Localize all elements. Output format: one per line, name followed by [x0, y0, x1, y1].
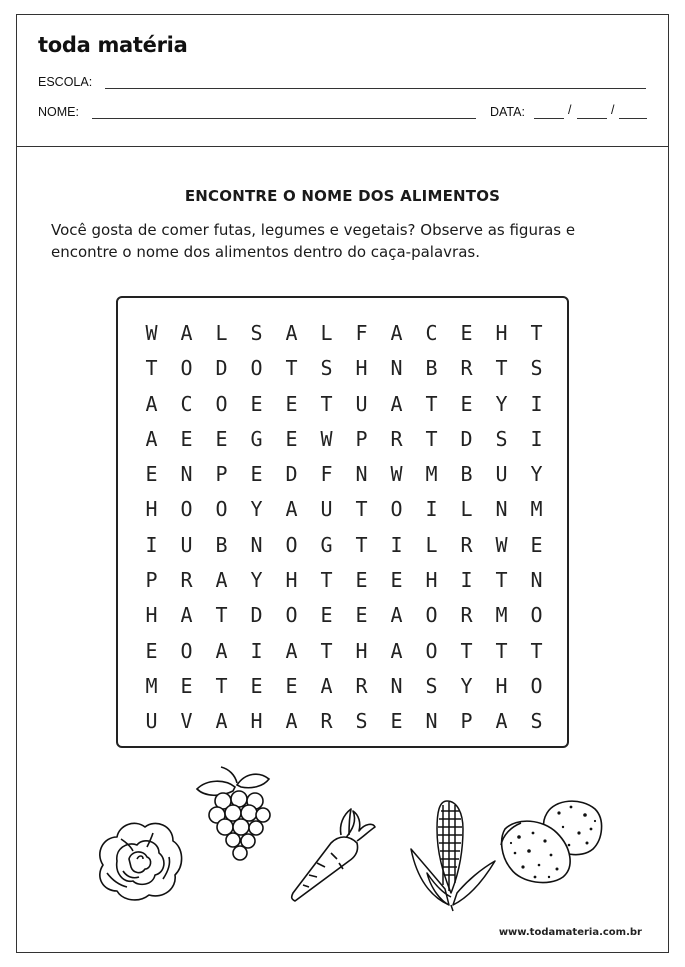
- word-search-cell[interactable]: Y: [495, 391, 508, 416]
- word-search-cell[interactable]: T: [530, 638, 543, 663]
- word-search-cell[interactable]: O: [180, 356, 193, 381]
- word-search-cell[interactable]: T: [285, 356, 298, 381]
- word-search-cell[interactable]: T: [530, 321, 543, 345]
- word-search-cell[interactable]: R: [320, 709, 333, 734]
- school-label: ESCOLA:: [38, 75, 93, 89]
- word-search-cell[interactable]: A: [285, 709, 298, 734]
- word-search-cell[interactable]: O: [530, 673, 543, 698]
- word-search-cell[interactable]: T: [495, 356, 508, 381]
- word-search-cell[interactable]: T: [425, 426, 438, 451]
- activity-title: ENCONTRE O NOME DOS ALIMENTOS: [184, 187, 501, 205]
- word-search-cell[interactable]: E: [180, 673, 193, 698]
- word-search-cell[interactable]: E: [145, 638, 158, 663]
- word-search-cell[interactable]: Y: [250, 568, 263, 593]
- word-search-cell[interactable]: O: [425, 638, 438, 663]
- word-search-box: [116, 296, 569, 748]
- word-search-cell[interactable]: R: [180, 568, 193, 593]
- word-search-cell[interactable]: A: [145, 391, 158, 416]
- word-search-cell[interactable]: H: [425, 568, 438, 593]
- word-search-cell[interactable]: E: [285, 673, 298, 698]
- word-search-cell[interactable]: A: [390, 638, 403, 663]
- word-search-cell[interactable]: H: [145, 497, 158, 522]
- word-search-cell[interactable]: E: [180, 426, 193, 451]
- word-search-cell[interactable]: D: [250, 603, 263, 628]
- word-search-cell[interactable]: L: [425, 532, 438, 557]
- word-search-cell[interactable]: U: [495, 462, 508, 487]
- word-search-cell[interactable]: W: [320, 426, 333, 451]
- word-search-cell[interactable]: H: [285, 568, 298, 593]
- word-search-cell[interactable]: M: [495, 603, 508, 628]
- word-search-cell[interactable]: A: [390, 321, 403, 345]
- word-search-cell[interactable]: E: [390, 568, 403, 593]
- word-search-cell[interactable]: R: [460, 356, 473, 381]
- word-search-cell[interactable]: I: [530, 426, 543, 451]
- activity-instructions: Você gosta de comer futas, legumes e vegetais? Observe as figuras e encontre o nome dos alimentos dentro do caça-palavras.: [51, 221, 576, 261]
- date-day-field[interactable]: [534, 118, 564, 119]
- word-search-cell[interactable]: O: [530, 603, 543, 628]
- worksheet-page: [16, 14, 669, 953]
- word-search-cell[interactable]: U: [180, 532, 193, 557]
- word-search-cell[interactable]: I: [145, 532, 158, 557]
- word-search-cell[interactable]: E: [250, 462, 263, 487]
- word-search-cell[interactable]: T: [495, 638, 508, 663]
- word-search-cell[interactable]: T: [460, 638, 473, 663]
- word-search-cell[interactable]: R: [460, 532, 473, 557]
- word-search-cell[interactable]: R: [355, 673, 368, 698]
- date-month-field[interactable]: [577, 118, 607, 119]
- word-search-cell[interactable]: R: [390, 426, 403, 451]
- word-search-cell[interactable]: Y: [530, 462, 543, 487]
- word-search-cell[interactable]: O: [285, 603, 298, 628]
- word-search-cell[interactable]: M: [425, 462, 438, 487]
- word-search-cell[interactable]: P: [460, 709, 473, 734]
- word-search-cell[interactable]: H: [495, 321, 508, 345]
- word-search-cell[interactable]: E: [145, 462, 158, 487]
- word-search-cell[interactable]: E: [215, 426, 228, 451]
- word-search-cell[interactable]: E: [390, 709, 403, 734]
- potatoes-icon: [499, 793, 607, 887]
- word-search-cell[interactable]: S: [530, 709, 543, 734]
- word-search-cell[interactable]: H: [145, 603, 158, 628]
- lettuce-icon: [93, 815, 185, 903]
- word-search-cell[interactable]: T: [320, 638, 333, 663]
- word-search-cell[interactable]: E: [530, 532, 543, 557]
- word-search-cell[interactable]: T: [215, 673, 228, 698]
- word-search-cell[interactable]: E: [355, 603, 368, 628]
- corn-icon: [401, 793, 501, 913]
- word-search-cell[interactable]: T: [320, 568, 333, 593]
- word-search-cell[interactable]: A: [145, 426, 158, 451]
- word-search-cell[interactable]: N: [180, 462, 193, 487]
- word-search-cell[interactable]: A: [215, 568, 228, 593]
- carrot-icon: [287, 801, 377, 905]
- word-search-cell[interactable]: A: [390, 603, 403, 628]
- date-label: DATA:: [490, 105, 525, 119]
- word-search-cell[interactable]: F: [355, 321, 368, 345]
- word-search-cell[interactable]: E: [285, 391, 298, 416]
- word-search-cell[interactable]: O: [285, 532, 298, 557]
- word-search-cell[interactable]: A: [215, 709, 228, 734]
- word-search-cell[interactable]: O: [180, 638, 193, 663]
- word-search-cell[interactable]: T: [320, 391, 333, 416]
- word-search-cell[interactable]: L: [460, 497, 473, 522]
- word-search-cell[interactable]: O: [250, 356, 263, 381]
- word-search-cell[interactable]: S: [530, 356, 543, 381]
- word-search-cell[interactable]: L: [215, 321, 228, 345]
- word-search-cell[interactable]: N: [390, 673, 403, 698]
- word-search-cell[interactable]: E: [250, 391, 263, 416]
- word-search-cell[interactable]: S: [495, 426, 508, 451]
- word-search-cell[interactable]: H: [355, 356, 368, 381]
- word-search-cell[interactable]: T: [355, 532, 368, 557]
- word-search-cell[interactable]: N: [250, 532, 263, 557]
- word-search-cell[interactable]: T: [425, 391, 438, 416]
- word-search-cell[interactable]: Y: [460, 673, 473, 698]
- word-search-cell[interactable]: A: [390, 391, 403, 416]
- word-search-cell[interactable]: T: [355, 497, 368, 522]
- word-search-cell[interactable]: N: [355, 462, 368, 487]
- word-search-cell[interactable]: F: [320, 462, 333, 487]
- word-search-cell[interactable]: B: [460, 462, 473, 487]
- word-search-cell[interactable]: G: [320, 532, 333, 557]
- word-search-cell[interactable]: O: [215, 497, 228, 522]
- word-search-cell[interactable]: H: [355, 638, 368, 663]
- word-search-cell[interactable]: T: [495, 568, 508, 593]
- word-search-cell[interactable]: A: [285, 638, 298, 663]
- worksheet-header: [17, 15, 668, 147]
- word-search-cell[interactable]: S: [320, 356, 333, 381]
- date-separator: /: [568, 103, 572, 117]
- word-search-cell[interactable]: U: [355, 391, 368, 416]
- word-search-cell[interactable]: I: [390, 532, 403, 557]
- word-search-cell[interactable]: E: [355, 568, 368, 593]
- word-search-cell[interactable]: O: [180, 497, 193, 522]
- word-search-cell[interactable]: S: [355, 709, 368, 734]
- word-search-cell[interactable]: N: [530, 568, 543, 593]
- word-search-cell[interactable]: E: [460, 321, 473, 345]
- word-search-cell[interactable]: A: [215, 638, 228, 663]
- word-search-cell[interactable]: A: [285, 321, 298, 345]
- word-search-cell[interactable]: U: [320, 497, 333, 522]
- word-search-cell[interactable]: Y: [250, 497, 263, 522]
- word-search-cell[interactable]: H: [250, 709, 263, 734]
- word-search-cell[interactable]: N: [390, 356, 403, 381]
- word-search-cell[interactable]: P: [355, 426, 368, 451]
- word-search-cell[interactable]: B: [215, 532, 228, 557]
- word-search-cell[interactable]: U: [145, 709, 158, 734]
- grapes-icon: [193, 763, 285, 863]
- word-search-cell[interactable]: A: [180, 321, 193, 345]
- school-field[interactable]: [105, 88, 646, 89]
- word-search-cell[interactable]: M: [530, 497, 543, 522]
- word-search-cell[interactable]: C: [180, 391, 193, 416]
- word-search-cell[interactable]: W: [495, 532, 508, 557]
- word-search-cell[interactable]: M: [145, 673, 158, 698]
- word-search-cell[interactable]: N: [495, 497, 508, 522]
- word-search-cell[interactable]: T: [145, 356, 158, 381]
- word-search-cell[interactable]: A: [180, 603, 193, 628]
- word-search-cell[interactable]: A: [285, 497, 298, 522]
- word-search-cell[interactable]: T: [215, 603, 228, 628]
- word-search-cell[interactable]: L: [320, 321, 333, 345]
- name-label: NOME:: [38, 105, 79, 119]
- word-search-cell[interactable]: C: [425, 321, 438, 345]
- name-field[interactable]: [92, 118, 476, 119]
- word-search-cell[interactable]: I: [425, 497, 438, 522]
- word-search-cell[interactable]: O: [215, 391, 228, 416]
- word-search-cell[interactable]: R: [460, 603, 473, 628]
- date-year-field[interactable]: [619, 118, 647, 119]
- word-search-cell[interactable]: E: [285, 426, 298, 451]
- word-search-cell[interactable]: G: [250, 426, 263, 451]
- word-search-cell[interactable]: D: [460, 426, 473, 451]
- word-search-cell[interactable]: D: [215, 356, 228, 381]
- date-separator: /: [611, 103, 615, 117]
- website-link[interactable]: www.todamateria.com.br: [498, 927, 642, 938]
- word-search-cell[interactable]: I: [530, 391, 543, 416]
- word-search-cell[interactable]: V: [180, 709, 193, 734]
- word-search-cell[interactable]: H: [495, 673, 508, 698]
- word-search-cell[interactable]: A: [495, 709, 508, 734]
- word-search-cell[interactable]: N: [425, 709, 438, 734]
- word-search-cell[interactable]: E: [320, 603, 333, 628]
- word-search-cell[interactable]: W: [390, 462, 403, 487]
- word-search-cell[interactable]: S: [425, 673, 438, 698]
- word-search-cell[interactable]: E: [250, 673, 263, 698]
- word-search-cell[interactable]: A: [320, 673, 333, 698]
- logo: toda matéria: [38, 33, 188, 57]
- word-search-cell[interactable]: S: [250, 321, 263, 345]
- word-search-cell[interactable]: E: [460, 391, 473, 416]
- word-search-cell[interactable]: I: [250, 638, 263, 663]
- word-search-cell[interactable]: P: [145, 568, 158, 593]
- word-search-cell[interactable]: I: [460, 568, 473, 593]
- word-search-cell[interactable]: O: [390, 497, 403, 522]
- word-search-cell[interactable]: B: [425, 356, 438, 381]
- word-search-cell[interactable]: D: [285, 462, 298, 487]
- word-search-cell[interactable]: W: [145, 321, 158, 345]
- word-search-cell[interactable]: P: [215, 462, 228, 487]
- word-search-cell[interactable]: O: [425, 603, 438, 628]
- word-search-grid: [134, 316, 554, 740]
